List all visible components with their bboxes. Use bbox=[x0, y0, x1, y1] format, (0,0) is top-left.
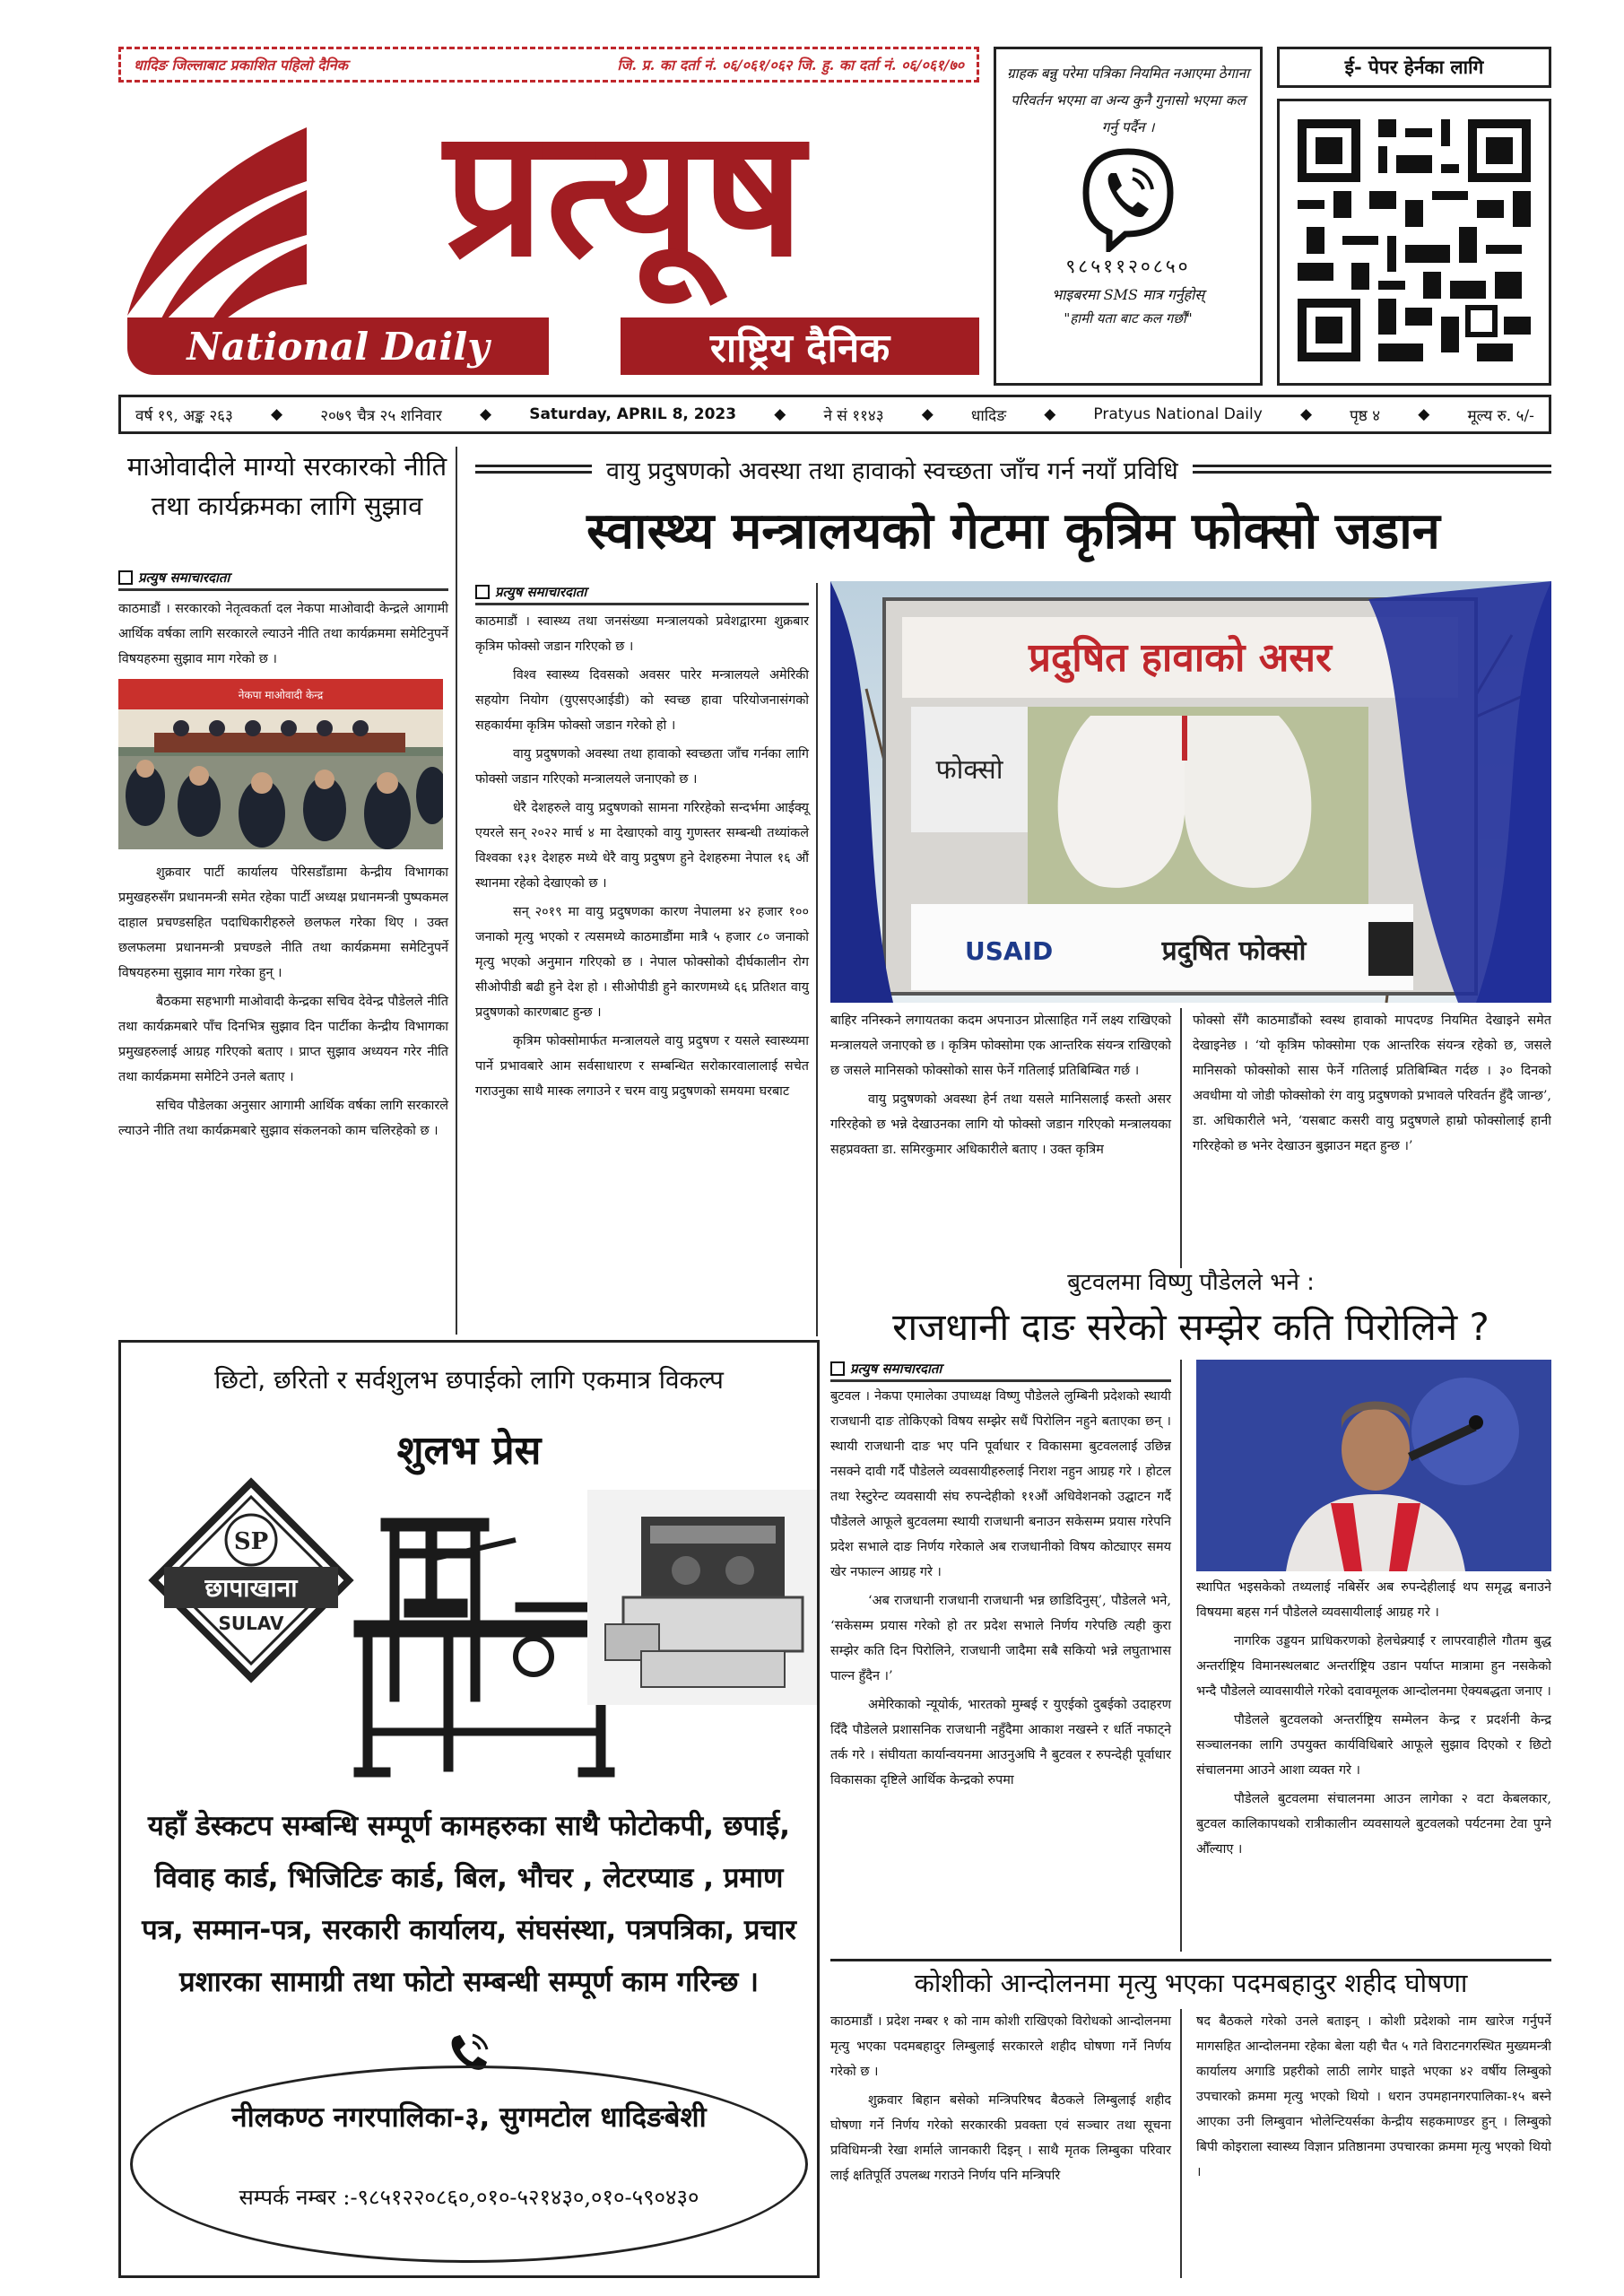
logo-english-text: SULAV bbox=[218, 1613, 284, 1634]
tagline-left: धादिङ जिल्लाबाट प्रकाशित पहिलो दैनिक bbox=[134, 57, 348, 74]
koshi-story-col2 bbox=[1196, 2009, 1551, 2278]
paragraph: नागरिक उड्डयन प्राधिकरणको हेलचेक्र्याईं र लापरवाहीले गौतम बुद्ध अन्तर्राष्ट्रिय विमानस्थलबाट अन्तर्राष्ट्रिय उडान पर्याप्त मात्रामा हुन नसकेको भन्दै पौडेलले व्यावसायीले गरेको दवावमूलक आन्दोलनमा ऐक्यबद्धता जनाए । bbox=[1196, 1634, 1551, 1699]
kicker-rule bbox=[1193, 465, 1551, 474]
bullet-icon: ◆ bbox=[921, 405, 934, 423]
logo-english-name bbox=[127, 317, 549, 375]
left-story-byline bbox=[118, 569, 448, 591]
bishnu-paudel-photo bbox=[1196, 1360, 1551, 1571]
logo-banner-text: छापाखाना bbox=[204, 1573, 298, 1603]
butwal-story-kicker: बुटवलमा विष्णु पौडेलले भने : bbox=[1067, 1269, 1315, 1296]
paragraph: स्थापित भइसकेको तथ्यलाई नबिर्सेर अब रुपन्देहीलाई थप समृद्ध बनाउने विषयमा बहस गर्न पौडेलले व्यवसायीलाई आग्रह गरे । bbox=[1196, 1580, 1551, 1620]
nepali-name-text: राष्ट्रिय दैनिक bbox=[709, 326, 890, 371]
bullet-icon: ◆ bbox=[479, 405, 492, 423]
butwal-story-headline: राजधानी दाङ सरेको सम्झेर कति पिरोलिने ? bbox=[892, 1305, 1489, 1349]
sign-bottom-text: प्रदुषित फोक्सो bbox=[1161, 935, 1307, 967]
byline-text: प्रत्युष समाचारदाता bbox=[495, 584, 587, 600]
newspaper-logo bbox=[118, 91, 979, 377]
price: मूल्य रु. ५/- bbox=[1467, 406, 1534, 425]
english-name-text: National Daily bbox=[187, 324, 490, 369]
advert-contact: सम्पर्क नम्बर :-९८५१२२०८६०,०१०-५२१४३०,०१०-५९०४३० bbox=[239, 2185, 699, 2210]
viber-callback-note: "हामी यता बाट कल गर्छौं" bbox=[1064, 310, 1193, 326]
logo-nepali-name bbox=[621, 317, 979, 375]
logo-title: प्रत्यूष bbox=[444, 91, 806, 296]
left-story-lead: काठमाडौं । सरकारको नेतृत्वकर्ता दल नेकपा माओवादी केन्द्रले आगामी आर्थिक वर्षका लागि सरकारले ल्याउने नीति तथा कार्यक्रममा समेटिनुपर्ने विषयहरुमा सुझाव माग गरेको छ । bbox=[118, 602, 448, 666]
registration-number: जि. प्र. का दर्ता नं. ०६/०६१/०६२ जि. हु. का दर्ता नं. ०६/०६१/७० bbox=[617, 57, 964, 74]
main-story-kicker: वायु प्रदुषणको अवस्था तथा हावाको स्वच्छता जाँच गर्न नयाँ प्रविधि bbox=[606, 457, 1178, 485]
qr-code-icon bbox=[1298, 119, 1531, 361]
banner-text: नेकपा माओवादी केन्द्र bbox=[238, 689, 324, 701]
offset-machine-photo bbox=[587, 1490, 817, 1705]
paragraph: षद बैठकले गरेको उनले बताइन् । कोशी प्रदेशको नाम खारेज गर्नुपर्ने मागसहित आन्दोलनमा रहेका बेला यही चैत ५ गते विराटनगरस्थित मुख्यमन्त्री कार्यालय अगाडि प्रहरीको लाठी लागेर घाइते भएका ४२ वर्षीय लिम्बुको उपचारको क्रममा मृत्यु भएको थियो । धरान उपमहानगरपालिका-१५ बस्ने आएका उनी लिम्बुवान भोलेन्टियर्सका केन्द्रीय सहकमाण्डर हुन् । लिम्बुको बिपी कोइराला स्वास्थ्य विज्ञान प्रतिष्ठानमा उपचारका क्रममा मृत्यु भएको थियो । bbox=[1196, 2014, 1551, 2179]
paragraph: शुक्रवार बिहान बसेको मन्त्रिपरिषद बैठकले लिम्बुलाई शहीद घोषणा गर्ने निर्णय गरेको सरकारकी प्रवक्ता एवं सञ्चार तथा सूचना प्रविधिमन्त्री रेखा शर्माले जानकारी दिइन् । साथै मृतक लिम्बुका परिवार लाई क्षतिपूर्ति उपलब्ध गराउने निर्णय पनि मन्त्रिपरि bbox=[830, 2093, 1171, 2183]
paragraph: बैठकमा सहभागी माओवादी केन्द्रका सचिव देवेन्द्र पौडेलले नीति तथा कार्यक्रमबारे पाँच दिनभित्र सुझाव दिन पार्टीका केन्द्रीय विभागका प्रमुखहरुलाई आग्रह गरिएको बताए । प्राप्त सुझाव अध्ययन गरेर नीति तथा कार्यक्रममा समेटिने उनले बताए । bbox=[118, 995, 448, 1084]
main-story-col2 bbox=[830, 1008, 1182, 1268]
paragraph: धेरै देशहरुले वायु प्रदुषणको सामना गरिरहेको सन्दर्भमा आईक्यू एयरले सन् २०२२ मार्च ४ मा देखाएको वायु गुणस्तर सम्बन्धी तथ्यांकले विश्वका १३१ देशहरु मध्ये धेरै वायु प्रदुषण हुने देशहरुमा नेपाल १६ औं स्थानमा रहेको देखाएको छ । bbox=[475, 801, 809, 891]
paragraph: अमेरिकाको न्यूयोर्क, भारतको मुम्बई र युएईको दुबईको उदाहरण दिँदै पौडेलले प्रशासनिक राजधानी नहुँदैमा आकाश नखस्ने र धर्ति नफाट्ने तर्क गरे । संघीयता कार्यान्वयनमा आउनुअघि नै बुटवल र रुपन्देही पूर्वाधार विकासका दृष्टिले आर्थिक केन्द्रको रुपमा bbox=[830, 1698, 1171, 1787]
paragraph: पौडेलले बुटवलमा संचालनमा आउन लागेका २ वटा केबलकार, बुटवल कालिकापथको रात्रीकालीन व्यवसायले बुटवलको पर्यटनमा टेवा पुग्ने औँल्याए । bbox=[1196, 1792, 1551, 1857]
usaid-text: USAID bbox=[965, 936, 1054, 966]
sulav-press-advert bbox=[118, 1340, 820, 2278]
paragraph: ‘अब राजधानी राजधानी राजधानी भन्न छाडिदिनुस्’, पौडेलले भने, ‘सकेसम्म प्रयास गरेको हो तर प्रदेश सभाले निर्णय गरेपछि त्यही कुरा सम्झेर कति दिन पिरोलिने, राजधानी जादैमा सबै सकियो भन्ने लघुताभास पाल्न हुँदैन ।’ bbox=[830, 1594, 1171, 1683]
paragraph: काठमाडौं । स्वास्थ्य तथा जनसंख्या मन्त्रालयको प्रवेशद्वारमा शुक्रबार कृत्रिम फोक्सो जडान गरिएको छ । bbox=[475, 614, 809, 654]
koshi-story-headline bbox=[830, 1959, 1551, 2004]
advert-address: नीलकण्ठ नगरपालिका-३, सुगमटोल धादिङबेशी bbox=[231, 2101, 707, 2134]
advert-slogan: छिटो, छरितो र सर्वशुलभ छपाईको लागि एकमात्र विकल्प bbox=[214, 1365, 724, 1395]
paragraph: शुक्रवार पार्टी कार्यालय पेरिसडाँडामा केन्द्रीय विभागका प्रमुखहरुसँग प्रधानमन्त्री समेत रहेका पार्टी अध्यक्ष प्रधानमन्त्री पुष्पकमल दाहाल प्रचण्डसहित पदाधिकारीहरुले छलफल गरेका थिए । उक्त छलफलमा प्रधानमन्त्री प्रचण्डले नीति तथा कार्यक्रममा समेटिनुपर्ने विषयहरुमा सुझाव माग गरेका हुन् । bbox=[118, 865, 448, 980]
paragraph: फोक्सो सँगै काठमाडौंको स्वस्थ हावाको मापदण्ड नियमित देखाइने समेत देखाइनेछ । ‘यो कृत्रिम फोक्सोमा एक आन्तरिक संयन्त्र रहेको छ, जसले मानिसको फोक्सोको सास फेर्ने गतिलाई प्रतिबिम्बित गर्दछ । ३० दिनको अवधीमा यो जोडी फोक्सोको रंग वायु प्रदुषणको प्रभावले परिवर्तन हुँदै जान्छ’, डा. अधिकारीले भने, ‘यसबाट कसरी वायु प्रदुषणले हाम्रो फोक्सोलाई हानी गरिरहेको छ भनेर देखाउन बुझाउन मद्दत हुन्छ ।’ bbox=[1193, 1013, 1551, 1153]
qr-code-box[interactable] bbox=[1277, 99, 1551, 386]
logo-monogram: SP bbox=[233, 1528, 269, 1555]
sign-top-text: प्रदुषित हावाको असर bbox=[1028, 635, 1333, 681]
bullet-icon: ◆ bbox=[1044, 405, 1056, 423]
sign-left-text: फोक्सो bbox=[935, 754, 1003, 786]
press-logo bbox=[148, 1477, 354, 1683]
paragraph: काठमाडौं । प्रदेश नम्बर १ को नाम कोशी राखिएको विरोधको आन्दोलनमा मृत्यु भएका पदमबहादुर लिम्बुलाई सरकारले शहीद घोषणा गर्ने निर्णय गरेको छ । bbox=[830, 2014, 1171, 2079]
paragraph: सन् २०१९ मा वायु प्रदुषणका कारण नेपालमा ४२ हजार १०० जनाको मृत्यु भएको र त्यसमध्ये काठमाडौंमा मात्रै ५ हजार ८० जनाको मृत्यु भएको अनुमान गरिएको छ । नेपाल फोक्सोको दीर्घकालीन रोग सीओपीडी बढी हुने देश हो । सीओपीडी हुने कारणमध्ये ६६ प्रतिशत वायु प्रदुषणको कारणबाट हुन्छ । bbox=[475, 905, 809, 1020]
page-number: पृष्ठ ४ bbox=[1350, 406, 1381, 425]
checkbox-icon bbox=[830, 1361, 845, 1376]
paragraph: वायु प्रदुषणको अवस्था हेर्न तथा यसले मानिसलाई कस्तो असर गरिरहेको छ भन्ने देखाउनका लागि यो फोक्सो जडान गरिएको मन्त्रालयका सहप्रवक्ता डा. समिरकुमार अधिकारीले बताए । उक्त कृत्रिम bbox=[830, 1092, 1171, 1157]
koshi-story-col1 bbox=[830, 2009, 1182, 2278]
left-story bbox=[118, 447, 457, 1335]
byline-text: प्रत्युष समाचारदाता bbox=[138, 570, 230, 586]
nepal-sambat: ने सं ११४३ bbox=[823, 406, 884, 425]
bullet-icon: ◆ bbox=[270, 405, 283, 423]
checkbox-icon bbox=[118, 570, 133, 585]
paragraph: कृत्रिम फोक्सोमार्फत मन्त्रालयले वायु प्रदुषण र यसले स्वास्थ्यमा पार्ने प्रभावबारे आम सर्वसाधारण र सम्बन्धित सरोकारवालालाई सचेत गराउनुका साथै मास्क लगाउने र चरम वायु प्रदुषणको समयमा घरबाट bbox=[475, 1034, 809, 1099]
paragraph: पौडेलले बुटवलको अन्तर्राष्ट्रिय सम्मेलन केन्द्र र प्रदर्शनी केन्द्र सञ्चालनका लागि उपयुक्त कार्यविधिबारे आफूले सुझाव दिएको र छिटो संचालनमा आउने आशा व्यक्त गरे । bbox=[1196, 1713, 1551, 1778]
koshi-headline-text: कोशीको आन्दोलनमा मृत्यु भएका पदमबहादुर शहीद घोषणा bbox=[914, 1968, 1468, 1998]
paragraph: बाहिर ननिस्कने लगायतका कदम अपनाउन प्रोत्साहित गर्ने लक्ष्य राखिएको मन्त्रालयले जनाएको छ । कृत्रिम फोक्सोमा एक आन्तरिक संयन्त्र राखिएको छ जसले मानिसको फोक्सोको सास फेर्ने गतिलाई प्रतिबिम्बित गर्छ । bbox=[830, 1013, 1171, 1078]
advert-press-name: शुलभ प्रेस bbox=[396, 1428, 542, 1474]
main-story-kicker-row bbox=[475, 450, 1551, 488]
subscriber-notice-box bbox=[994, 47, 1263, 386]
artificial-lung-photo bbox=[830, 581, 1551, 1003]
paragraph: विश्व स्वास्थ्य दिवसको अवसर पारेर मन्त्रालयले अमेरिकी सहयोग नियोग (युएसएआईडी) को स्वच्छ हावा परियोजनासंगको सहकार्यमा कृत्रिम फोक्सो जडान गरेको हो । bbox=[475, 668, 809, 733]
english-date: Saturday, APRIL 8, 2023 bbox=[529, 405, 737, 423]
viber-instruction: भाइबरमा SMS मात्र गर्नुहोस् bbox=[1051, 286, 1205, 303]
main-story-col3 bbox=[1193, 1008, 1551, 1268]
epaper-label-box bbox=[1277, 47, 1551, 88]
nepali-date: २०७९ चैत्र २५ शनिवार bbox=[320, 406, 442, 425]
viber-phone-icon bbox=[1079, 146, 1177, 252]
bullet-icon: ◆ bbox=[1299, 405, 1313, 423]
meeting-photo bbox=[118, 679, 443, 849]
place: धादिङ bbox=[970, 406, 1007, 425]
kicker-rule bbox=[475, 465, 592, 474]
paragraph: वायु प्रदुषणको अवस्था तथा हावाको स्वच्छता जाँच गर्नका लागि फोक्सो जडान गरिएको मन्त्रालयले जनाएको छ । bbox=[475, 747, 809, 787]
left-story-headline: माओवादीले माग्यो सरकारको नीति तथा कार्यक्रमका लागि सुझाव bbox=[126, 451, 447, 521]
bullet-icon: ◆ bbox=[774, 405, 786, 423]
butwal-story-byline bbox=[830, 1360, 1171, 1382]
dateline-bar bbox=[118, 395, 1551, 434]
volume-issue: वर्ष १९, अङ्क २६३ bbox=[135, 406, 233, 425]
epaper-label: ई- पेपर हेर्नका लागि bbox=[1344, 56, 1484, 78]
checkbox-icon bbox=[475, 585, 490, 599]
butwal-story-col1 bbox=[830, 1360, 1182, 1952]
bullet-icon: ◆ bbox=[1418, 405, 1430, 423]
paragraph: बुटवल । नेकपा एमालेका उपाध्यक्ष विष्णु पौडेलले लुम्बिनी प्रदेशको स्थायी राजधानी दाङ तोकिएको विषय सम्झेर सधैं पिरोलिन नहुने बताएका छन् । स्थायी राजधानी दाङ भए पनि पूर्वाधार र विकासमा बुटवललाई उछिन्न नसक्ने दावी गर्दै पौडेलले व्यवसायीहरुलाई निराश नहुन आग्रह गरे । होटल तथा रेस्टुरेन्ट व्यवसायी संघ रुपन्देहीको ११औं अधिवेशनको उद्घाटन गर्दै पौडेलले आफूले बुटवलमा स्थायी राजधानी बनाउन सकेसम्म प्रयास गरेपनि प्रदेश सभाले दाङ निर्णय गरेकाले अब राजधानीको विषय कोट्याएर समय खेर नफाल्न आग्रह गरे । bbox=[830, 1389, 1171, 1579]
advert-services: यहाँ डेस्कटप सम्बन्धि सम्पूर्ण कामहरुका साथै फोटोकपी, छपाई, विवाह कार्ड, भिजिटिङ कार्ड, बिल, भौचर , लेटरप्याड , प्रमाण पत्र, सम्मान-पत्र, सरकारी कार्यालय, संघसंस्था, पत्रपत्रिका, प्रचार प्रशारका सामाग्री तथा फोटो सम्बन्धी सम्पूर्ण काम गरिन्छ । bbox=[142, 1810, 796, 1998]
notice-text: ग्राहक बन्नु परेमा पत्रिका नियमित नआएमा ठेगाना परिवर्तन भएमा वा अन्य कुनै गुनासो भएमा कल गर्नु पर्दैन । bbox=[1006, 65, 1250, 135]
viber-number: ९८५११२०८५० bbox=[1065, 256, 1191, 277]
paper-name: Pratyus National Daily bbox=[1093, 405, 1263, 423]
left-story-body bbox=[118, 860, 456, 1144]
advert-address-oval bbox=[130, 2066, 808, 2263]
byline-text: प्रत्युष समाचारदाता bbox=[850, 1361, 942, 1377]
main-story-byline bbox=[475, 583, 809, 605]
main-story-headline: स्वास्थ्य मन्त्रालयको गेटमा कृत्रिम फोक्सो जडान bbox=[586, 502, 1440, 561]
butwal-story-col2 bbox=[1196, 1575, 1551, 1952]
paragraph: सचिव पौडेलका अनुसार आगामी आर्थिक वर्षका लागि सरकारले ल्याउने नीति तथा कार्यक्रमबारे सुझाव संकलनको काम चलिरहेको छ । bbox=[118, 1099, 448, 1138]
tagline-bar bbox=[118, 47, 979, 83]
main-story-col1 bbox=[475, 583, 818, 1336]
